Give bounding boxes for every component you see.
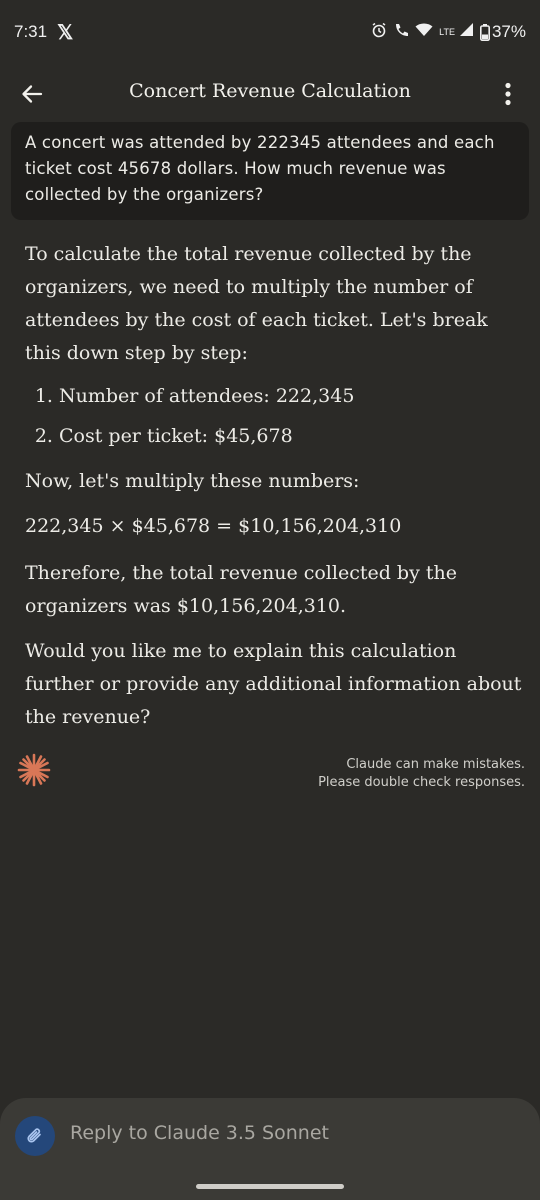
- conclusion: Therefore, the total revenue collected by the organizers was $10,156,204,310.: [25, 562, 457, 617]
- steps-list: [25, 380, 525, 453]
- app-bar: [0, 64, 540, 122]
- call-icon: [393, 22, 409, 43]
- disclaimer-line: Please double check responses.: [318, 775, 525, 790]
- assistant-message: [25, 238, 525, 746]
- more-options-button[interactable]: [490, 76, 526, 112]
- status-time: 7:31: [14, 22, 48, 41]
- wifi-icon: [415, 22, 433, 42]
- step-item: 1. Number of attendees: 222,345: [59, 380, 525, 413]
- x-app-icon: 𝕏: [57, 21, 73, 44]
- home-indicator[interactable]: [196, 1184, 344, 1189]
- battery-percent: 37%: [491, 22, 526, 41]
- back-button[interactable]: [14, 76, 50, 112]
- battery-icon: [480, 24, 490, 41]
- battery: [480, 22, 526, 42]
- more-vertical-icon: [504, 82, 512, 106]
- claude-logo-icon: [16, 752, 52, 788]
- network-type: LTE: [439, 27, 455, 37]
- multiply-intro: Now, let's multiply these numbers:: [25, 470, 360, 492]
- response-intro: To calculate the total revenue collected by the organizers, we need to multiply the number of attendees by the cost of each ticket. Let's break this down step by step:: [25, 243, 488, 364]
- followup-question: Would you like me to explain this calculation further or provide any additional information about the revenue?: [25, 640, 522, 728]
- disclaimer-line: Claude can make mistakes.: [346, 757, 525, 772]
- page-title: Concert Revenue Calculation: [129, 80, 411, 102]
- reply-input[interactable]: Reply to Claude 3.5 Sonnet: [70, 1122, 329, 1144]
- equation: 222,345 × $45,678 = $10,156,204,310: [25, 515, 402, 537]
- disclaimer: [318, 756, 525, 792]
- step-item: 2. Cost per ticket: $45,678: [59, 420, 525, 453]
- arrow-left-icon: [20, 82, 44, 106]
- user-message: A concert was attended by 222345 attendees and each ticket cost 45678 dollars. How much revenue was collected by the organizers?: [11, 122, 529, 220]
- alarm-icon: [371, 22, 387, 43]
- paperclip-icon: [25, 1126, 45, 1146]
- status-bar: [0, 0, 540, 64]
- signal-icon: [459, 22, 474, 42]
- attach-button[interactable]: [15, 1116, 55, 1156]
